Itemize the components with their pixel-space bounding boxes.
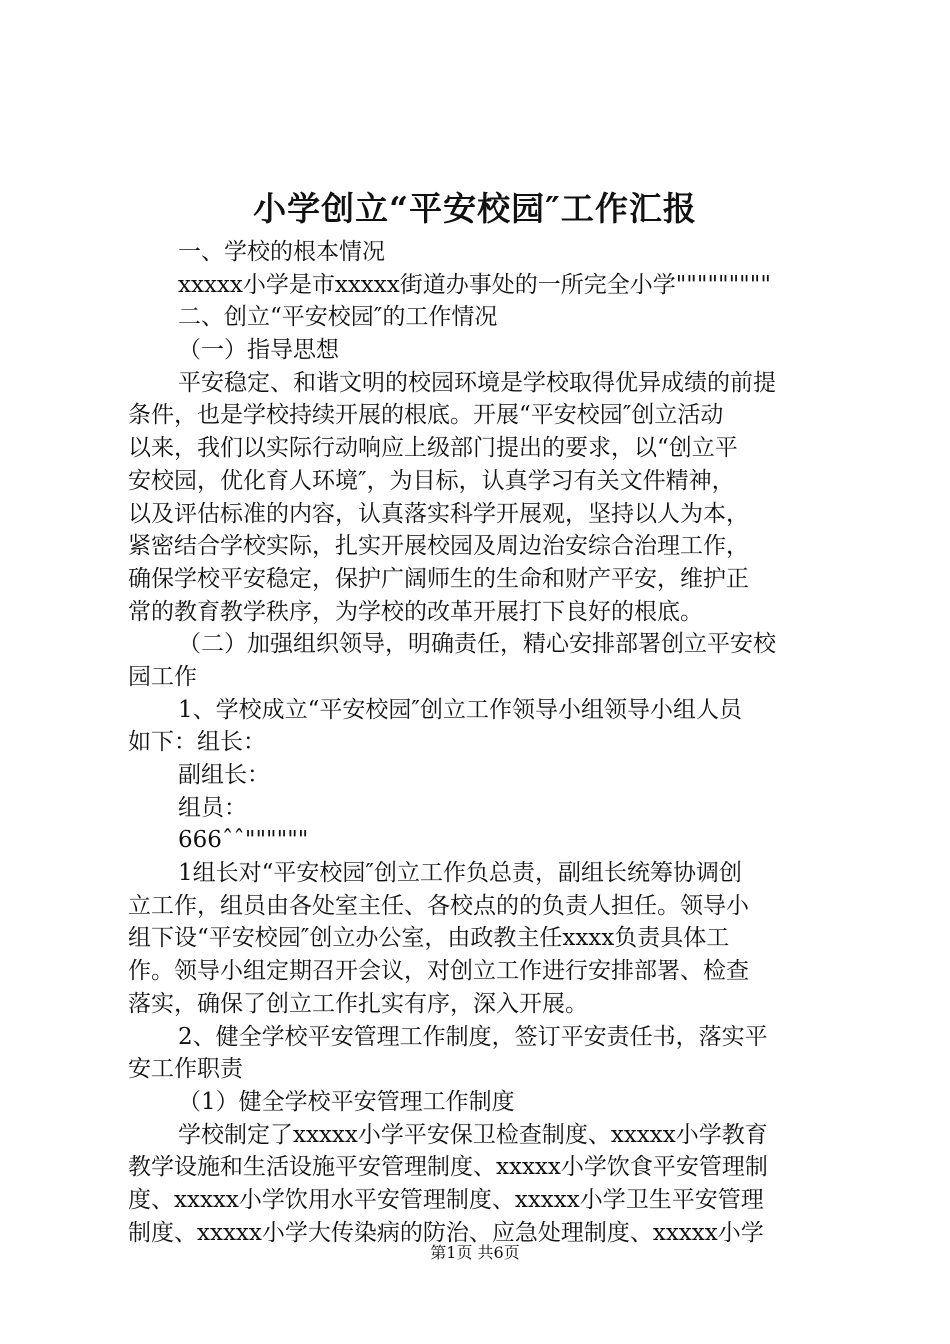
paragraph-line: 以及评估标准的内容，认真落实科学开展观，坚持以人为本， <box>128 500 749 527</box>
paragraph-line: 学校制定了xxxxx小学平安保卫检查制度、xxxxx小学教育 <box>178 1121 768 1148</box>
paragraph-line: 1、学校成立“平安校园″创立工作领导小组领导小组人员 <box>178 696 742 723</box>
paragraph-line: 度、xxxxx小学饮用水平安管理制度、xxxxx小学卫生平安管理 <box>128 1186 764 1213</box>
paragraph-line: 1组长对“平安校园″创立工作负总责，副组长统筹协调创 <box>178 860 742 887</box>
paragraph-line: 制度、xxxxx小学大传染病的防治、应急处理制度、xxxxx小学 <box>128 1219 764 1246</box>
paragraph-line: 如下：组长： <box>128 729 266 756</box>
paragraph-line: 安工作职责 <box>128 1056 243 1083</box>
paragraph-line: 以来，我们以实际行动响应上级部门提出的要求，以“创立平 <box>128 435 738 462</box>
document-body <box>128 236 838 1249</box>
paragraph-line: 紧密结合学校实际，扎实开展校园及周边治安综合治理工作， <box>128 533 749 560</box>
document-title: 小学创立“平安校园″工作汇报 <box>253 189 697 228</box>
paragraph-line: 666ˆˆ"""""" <box>178 827 309 854</box>
subsection-heading: （1）健全学校平安管理工作制度 <box>178 1088 515 1115</box>
paragraph-line: 确保学校平安稳定，保护广阔师生的生命和财产平安，维护正 <box>128 565 749 592</box>
paragraph-line: 副组长： <box>178 762 270 788</box>
paragraph-line: 组下设“平安校园″创立办公室，由政教主任xxxx负责具体工 <box>128 925 730 952</box>
paragraph-line: 2、健全学校平安管理工作制度，签订平安责任书，落实平 <box>178 1023 768 1050</box>
subsection-heading: （一）指导思想 <box>178 337 339 364</box>
paragraph-line: 常的教育教学秩序，为学校的改革开展打下良好的根底。 <box>128 598 703 625</box>
paragraph-line: 条件，也是学校持续开展的根底。开展“平安校园″创立活动 <box>128 402 724 429</box>
paragraph-line: 组员： <box>178 794 247 821</box>
paragraph-line: xxxxx小学是市xxxxx街道办事处的一所完全小学""""""""" <box>178 271 771 298</box>
section-heading: 二、创立“平安校园″的工作情况 <box>178 304 498 331</box>
paragraph-line: 教学设施和生活设施平安管理制度、xxxxx小学饮食平安管理制 <box>128 1154 768 1181</box>
section-heading: 一、学校的根本情况 <box>178 239 385 265</box>
paragraph-line: 安校园，优化育人环境″，为目标，认真学习有关文件精神， <box>128 467 735 494</box>
paragraph-line: 落实，确保了创立工作扎实有序，深入开展。 <box>128 990 588 1017</box>
subsection-heading: （二）加强组织领导，明确责任，精心安排部署创立平安校 <box>178 631 776 658</box>
page-footer: 第1页 共6页 <box>430 1243 520 1262</box>
subsection-heading: 园工作 <box>128 663 197 690</box>
paragraph-line: 平安稳定、和谐文明的校园环境是学校取得优异成绩的前提 <box>178 369 776 396</box>
paragraph-line: 作。领导小组定期召开会议，对创立工作进行安排部署、检查 <box>128 958 749 985</box>
paragraph-line: 立工作，组员由各处室主任、各校点的的负责人担任。领导小 <box>128 892 749 919</box>
